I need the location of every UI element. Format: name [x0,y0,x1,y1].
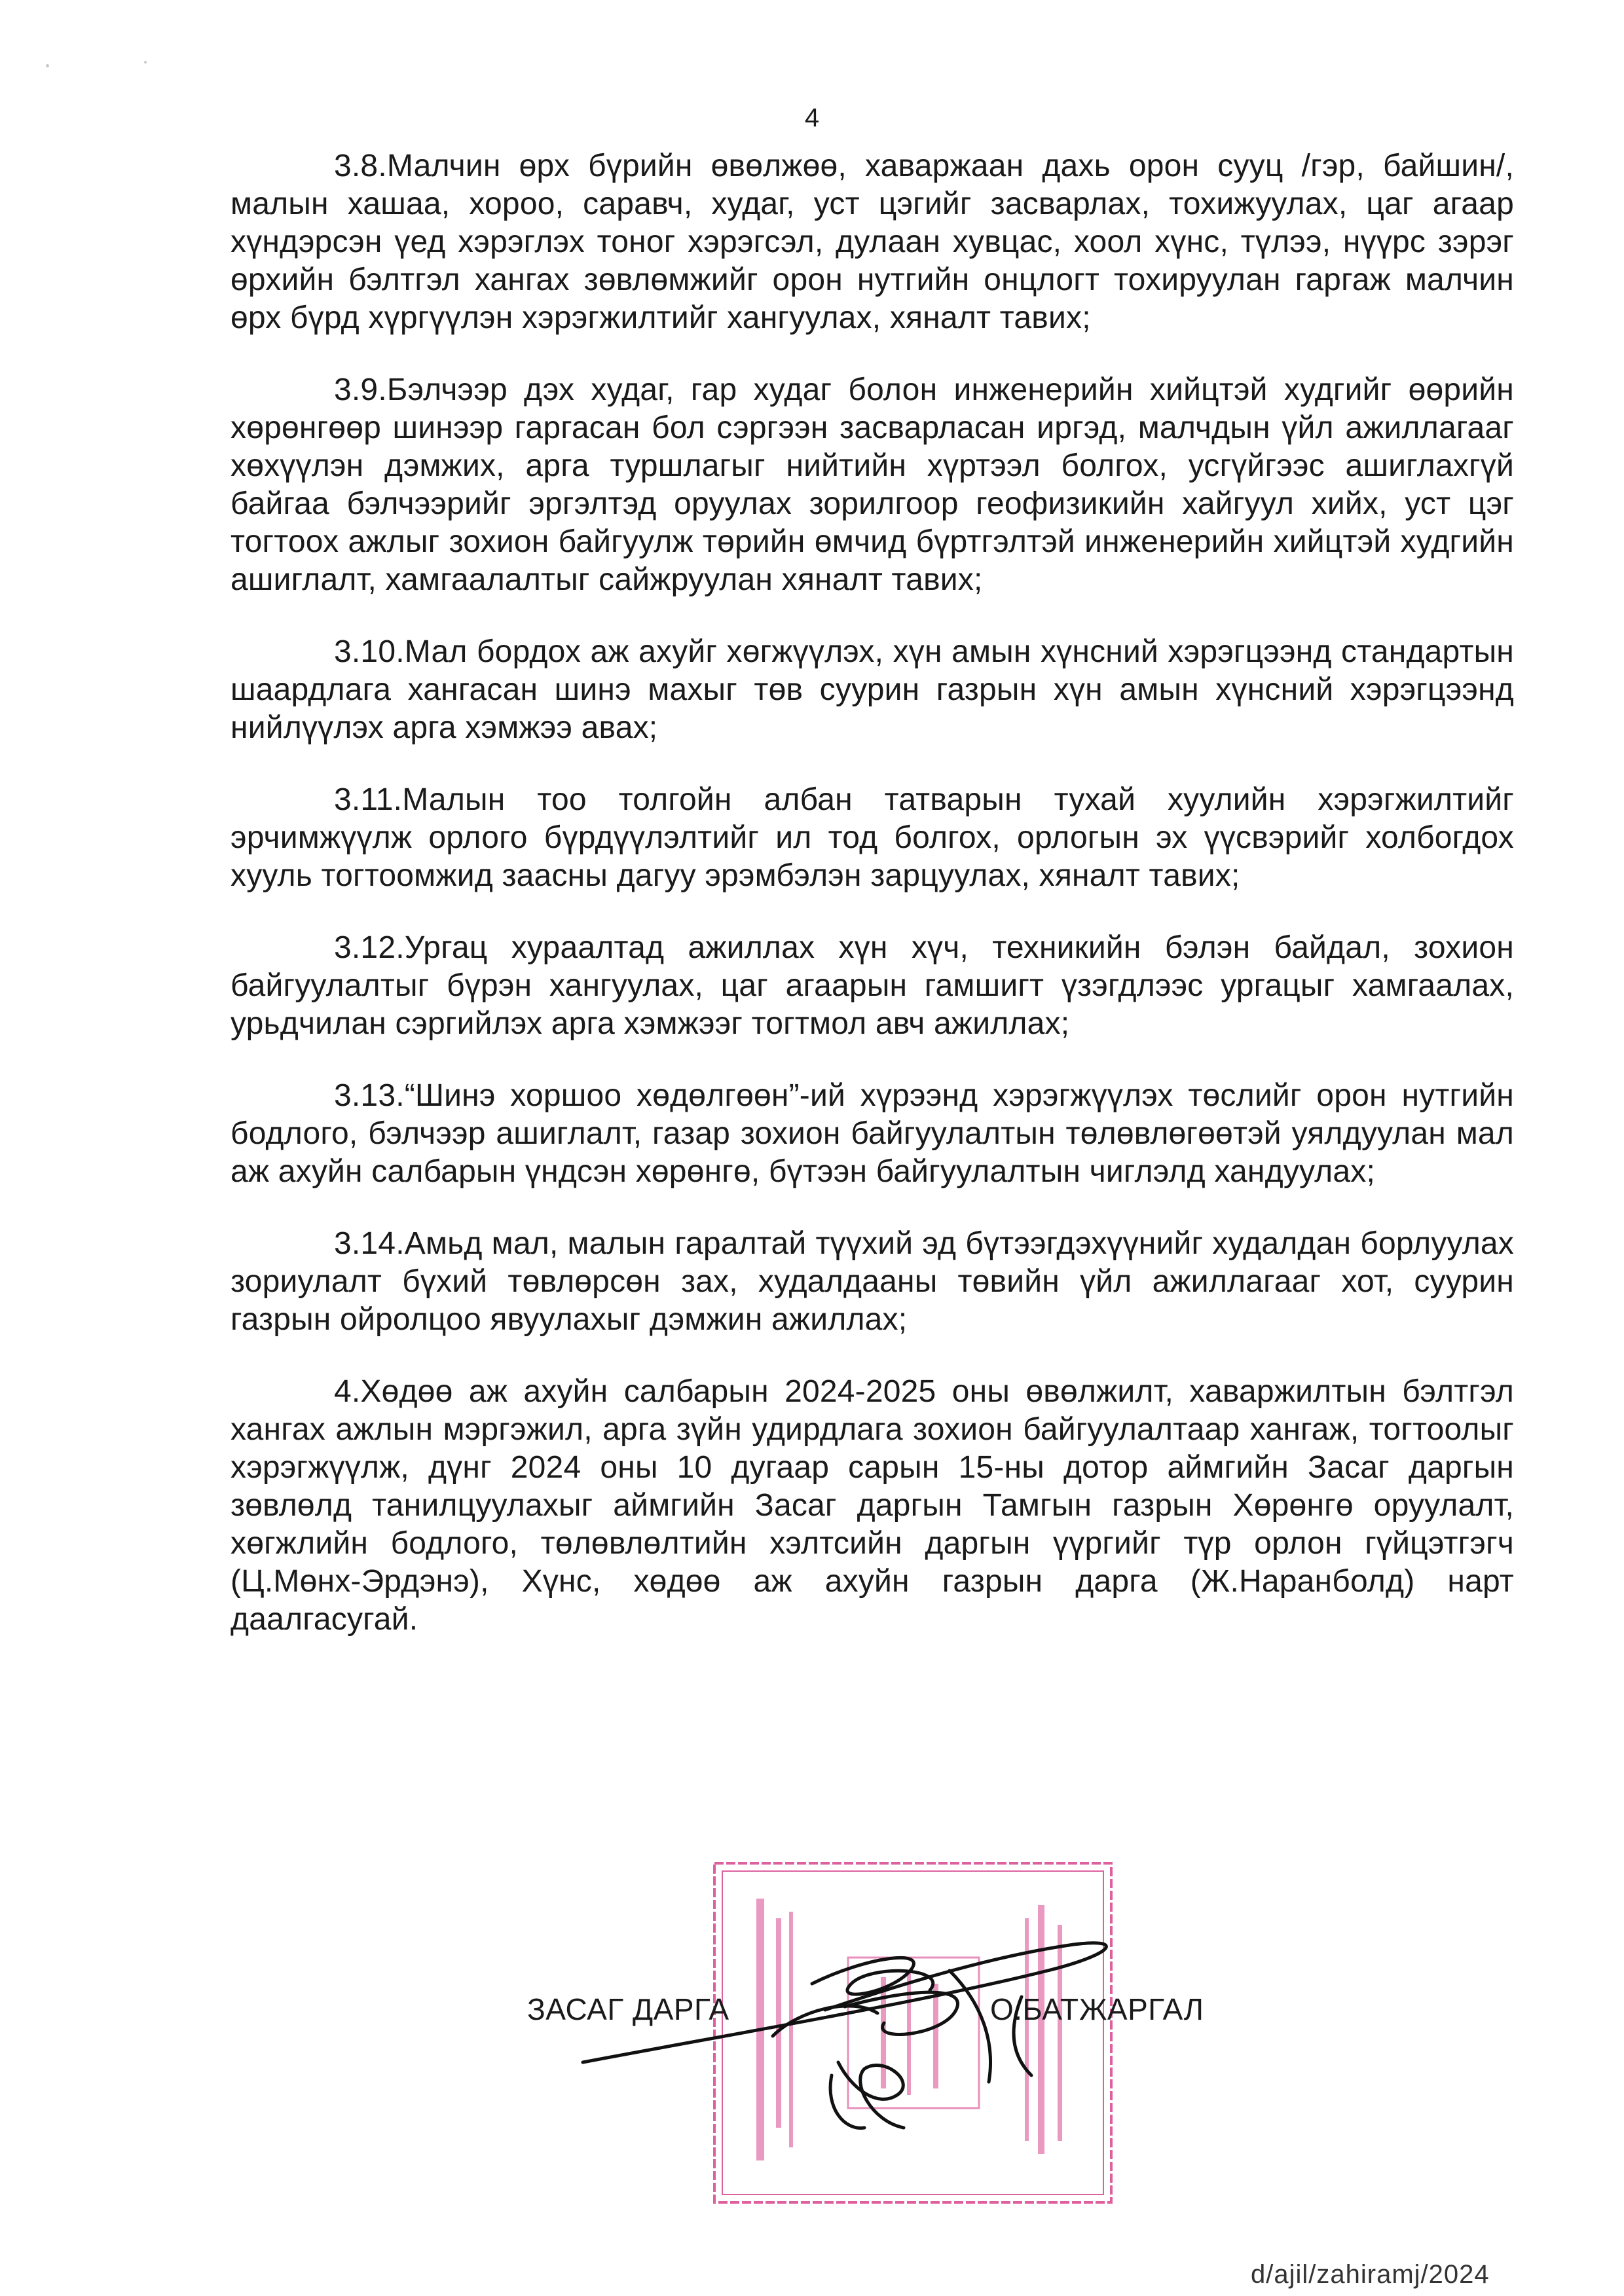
paragraph-3-8: 3.8.Малчин өрх бүрийн өвөлжөө, хаваржаан дахь орон сууц /гэр, байшин/, малын хашаа, хороо, саравч, худаг, уст цэгийг засварлах, тохижуулах, цаг агаар хүндэрсэн үед хэрэглэх тоног хэрэгсэл, дулаан хувцас, хоол хүнс, түлээ, нүүрс зэрэг өрхийн бэлтгэл хангах зөвлөмжийг орон нутгийн онцлогт тохируулан гаргаж малчин өрх бүрд хүргүүлэн хэрэгжилтийг хангуулах, хяналт тавих; [231,149,1514,335]
official-stamp [710,1859,1115,2206]
signatory-name: О.БАТЖАРГАЛ [990,1992,1204,2026]
signatory-title: ЗАСАГ ДАРГА [527,1992,729,2026]
paragraph-3-14: 3.14.Амьд мал, малын гаралтай түүхий эд бүтээгдэхүүнийг худалдан борлуулах зориулалт бүхий төвлөрсөн зах, худалдааны төвийн үйл ажиллагааг хот, суурин газрын ойролцоо явуулахыг дэмжин ажиллах; [231,1226,1514,1337]
scan-speck [46,64,49,67]
paragraph-3-9: 3.9.Бэлчээр дэх худаг, гар худаг болон инженерийн хийцтэй худгийг өөрийн хөрөнгөөр шинээр гаргасан бол сэргээн засварласан иргэд, малчдын үйл ажиллагааг хөхүүлэн дэмжих, арга туршлагыг нийтийн хүртээл болгох, усгүйгээс ашиглахгүй байгаа бэлчээрийг эргэлтэд оруулах зорилгоор геофизикийн хайгуул хийх, уст цэг тогтоох ажлыг зохион байгуулж төрийн өмчид бүртгэлтэй инженерийн хийцтэй худгийн ашиглалт, хамгаалалтыг сайжруулан хяналт тавих; [231,373,1514,597]
document-body [231,147,1514,1673]
page-number: 4 [804,103,820,132]
paragraph-3-11: 3.11.Малын тоо толгойн албан татварын тухай хуулийн хэрэгжилтийг эрчимжүүлж орлого бүрдүүлэлтийг ил тод болгох, орлогын эх үүсвэрийг холбогдох хууль тогтоомжид заасны дагуу эрэмбэлэн зарцуулах, хяналт тавих; [231,782,1514,893]
paragraph-3-13: 3.13.“Шинэ хоршоо хөдөлгөөн”-ий хүрээнд хэрэгжүүлэх төслийг орон нутгийн бодлого, бэлчээр ашиглалт, газар зохион байгуулалтын төлөвлөгөөтэй уялдуулан мал аж ахуйн салбарын үндсэн хөрөнгө, бүтээн байгуулалтын чиглэлд хандуулах; [231,1078,1514,1189]
document-reference-code: d/ajil/zahiramj/2024 [1251,2260,1490,2289]
paragraph-4: 4.Хөдөө аж ахуйн салбарын 2024-2025 оны өвөлжилт, хаваржилтын бэлтгэл хангах ажлын мэргэжил, арга зүйн удирдлага зохион байгуулалтаар хангаж, тогтоолыг хэрэгжүүлж, дүнг 2024 оны 10 дугаар сарын 15-ны дотор аймгийн Засаг даргын зөвлөлд танилцуулахыг аймгийн Засаг даргын Тамгын газрын Хөрөнгө оруулалт, хөгжлийн бодлого, төлөвлөлтийн хэлтсийн даргын үүргийг түр орлон гүйцэтгэгч (Ц.Мөнх-Эрдэнэ), Хүнс, хөдөө аж ахуйн газрын дарга (Ж.Наранболд) нарт даалгасугай. [231,1374,1514,1637]
paragraph-3-10: 3.10.Мал бордох аж ахуйг хөгжүүлэх, хүн амын хүнсний хэрэгцээнд стандартын шаардлага хангасан шинэ махыг төв суурин газрын хүн амын хүнсний хэрэгцээнд нийлүүлэх арга хэмжээ авах; [231,634,1514,745]
scan-speck [144,61,147,64]
paragraph-3-12: 3.12.Ургац хураалтад ажиллах хүн хүч, техникийн бэлэн байдал, зохион байгуулалтыг бүрэн хангуулах, цаг агаарын гамшигт үзэгдлээс ургацыг хамгаалах, урьдчилан сэргийлэх арга хэмжээг тогтмол авч ажиллах; [231,930,1514,1041]
